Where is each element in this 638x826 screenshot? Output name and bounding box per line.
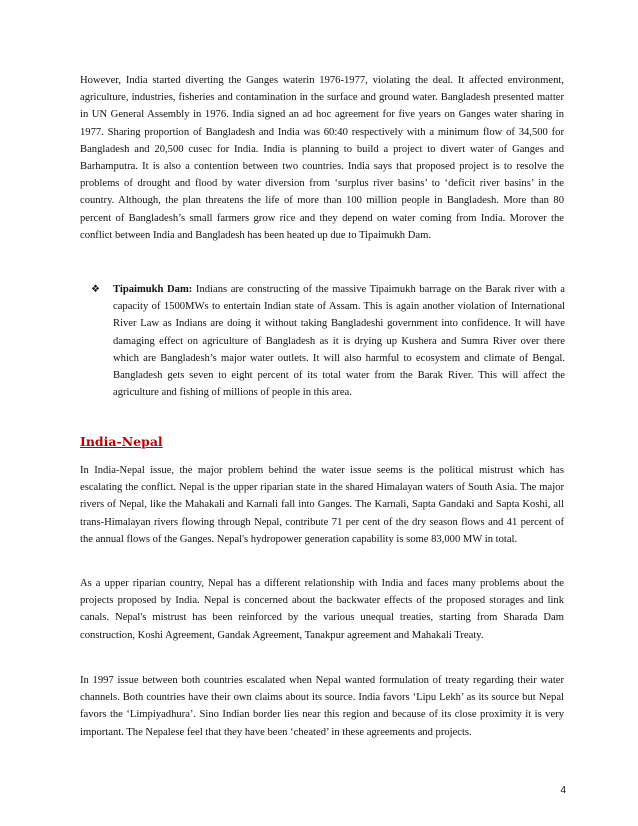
bullet-paragraph (113, 281, 565, 401)
paragraph-1997-issue: In 1997 issue between both countries escalated when Nepal wanted formulation of treaty regarding their water channels. Both countries have their own claims about its source. India favors ‘Lipu Lekh’ as its source but Nepal favors the ‘Limpiyadhura’. Sino Indian border lies near this region and because of its close proximity it is very important. The Nepalese feel that they have been ‘cheated’ in these agreements and projects. (80, 675, 564, 738)
paragraph-nepal-mistrust: In India-Nepal issue, the major problem behind the water issue seems is the political mistrust which has escalating the conflict. Nepal is the upper riparian state in the shared Himalayan waters of South Asia. The major rivers of Nepal, like the Mahakali and Karnali fall into Ganges. The Karnali, Sapta Gandaki and Sapta Koshi, all trans-Himalayan rivers flowing through Nepal, contribute 71 per cent of the dry season flows and 41 percent of the annual flows of the Ganges. Nepal's hydropower generation capability is some 83,000 MW in total. (80, 465, 564, 545)
bullet-body: Indians are constructing of the massive Tipaimukh barrage on the Barak river with a capacity of 1500MWs to entertain Indian state of Assam. This is again another violation of International River Law as Indians are doing it without taking Bangladeshi government into confidence. It will have damaging effect on agriculture of Bangladesh as it is drying up Kushera and Sumra River over there which are Bangladesh’s major water outlets. It will also harmful to ecosystem and climate of Bengal. Bangladesh gets seven to eight percent of its total water from the Barak River. This will affect the agriculture and fishing of millions of people in this area. (113, 284, 565, 399)
section-heading-india-nepal: India-Nepal (80, 434, 163, 449)
bullet-title: Tipaimukh Dam: (113, 284, 193, 295)
page-number: 4 (560, 785, 566, 796)
diamond-bullet-icon: ❖ (91, 284, 100, 295)
paragraph-nepal-riparian: As a upper riparian country, Nepal has a different relationship with India and faces many problems about the projects proposed by India. Nepal is concerned about the backwater effects of the proposed storages and link canals. Nepal's mistrust has been reinforced by the various unequal treaties, starting from Sharada Dam construction, Koshi Agreement, Gandak Agreement, Tanakpur agreement and Mahakali Treaty. (80, 578, 564, 641)
paragraph-bangladesh-ganges: However, India started diverting the Ganges waterin 1976-1977, violating the deal. It affected environment, agriculture, industries, fisheries and contamination in the surface and ground water. Bangladesh presented matter in UN General Assembly in 1976. India signed an ad hoc agreement for five years on Ganges water sharing in 1977. Sharing proportion of Bangladesh and India was 60:40 respectively with a minimum flow of 34,500 for Bangladesh and 20,500 cusec for India. India is planning to build a project to divert water of Ganges and Barhamputra. It is also a contention between two countries. India says that proposed project is to resolve the problems of drought and flood by water diversion from ‘surplus river basins’ to ‘deficit river basins’ in the country. Although, the plan threatens the life of more than 100 million people in Bangladesh. More than 80 percent of Bangladesh’s small farmers grow rice and they depend on water coming from India. Morover the conflict between India and Bangladesh has been heated up due to Tipaimukh Dam. (80, 75, 564, 241)
